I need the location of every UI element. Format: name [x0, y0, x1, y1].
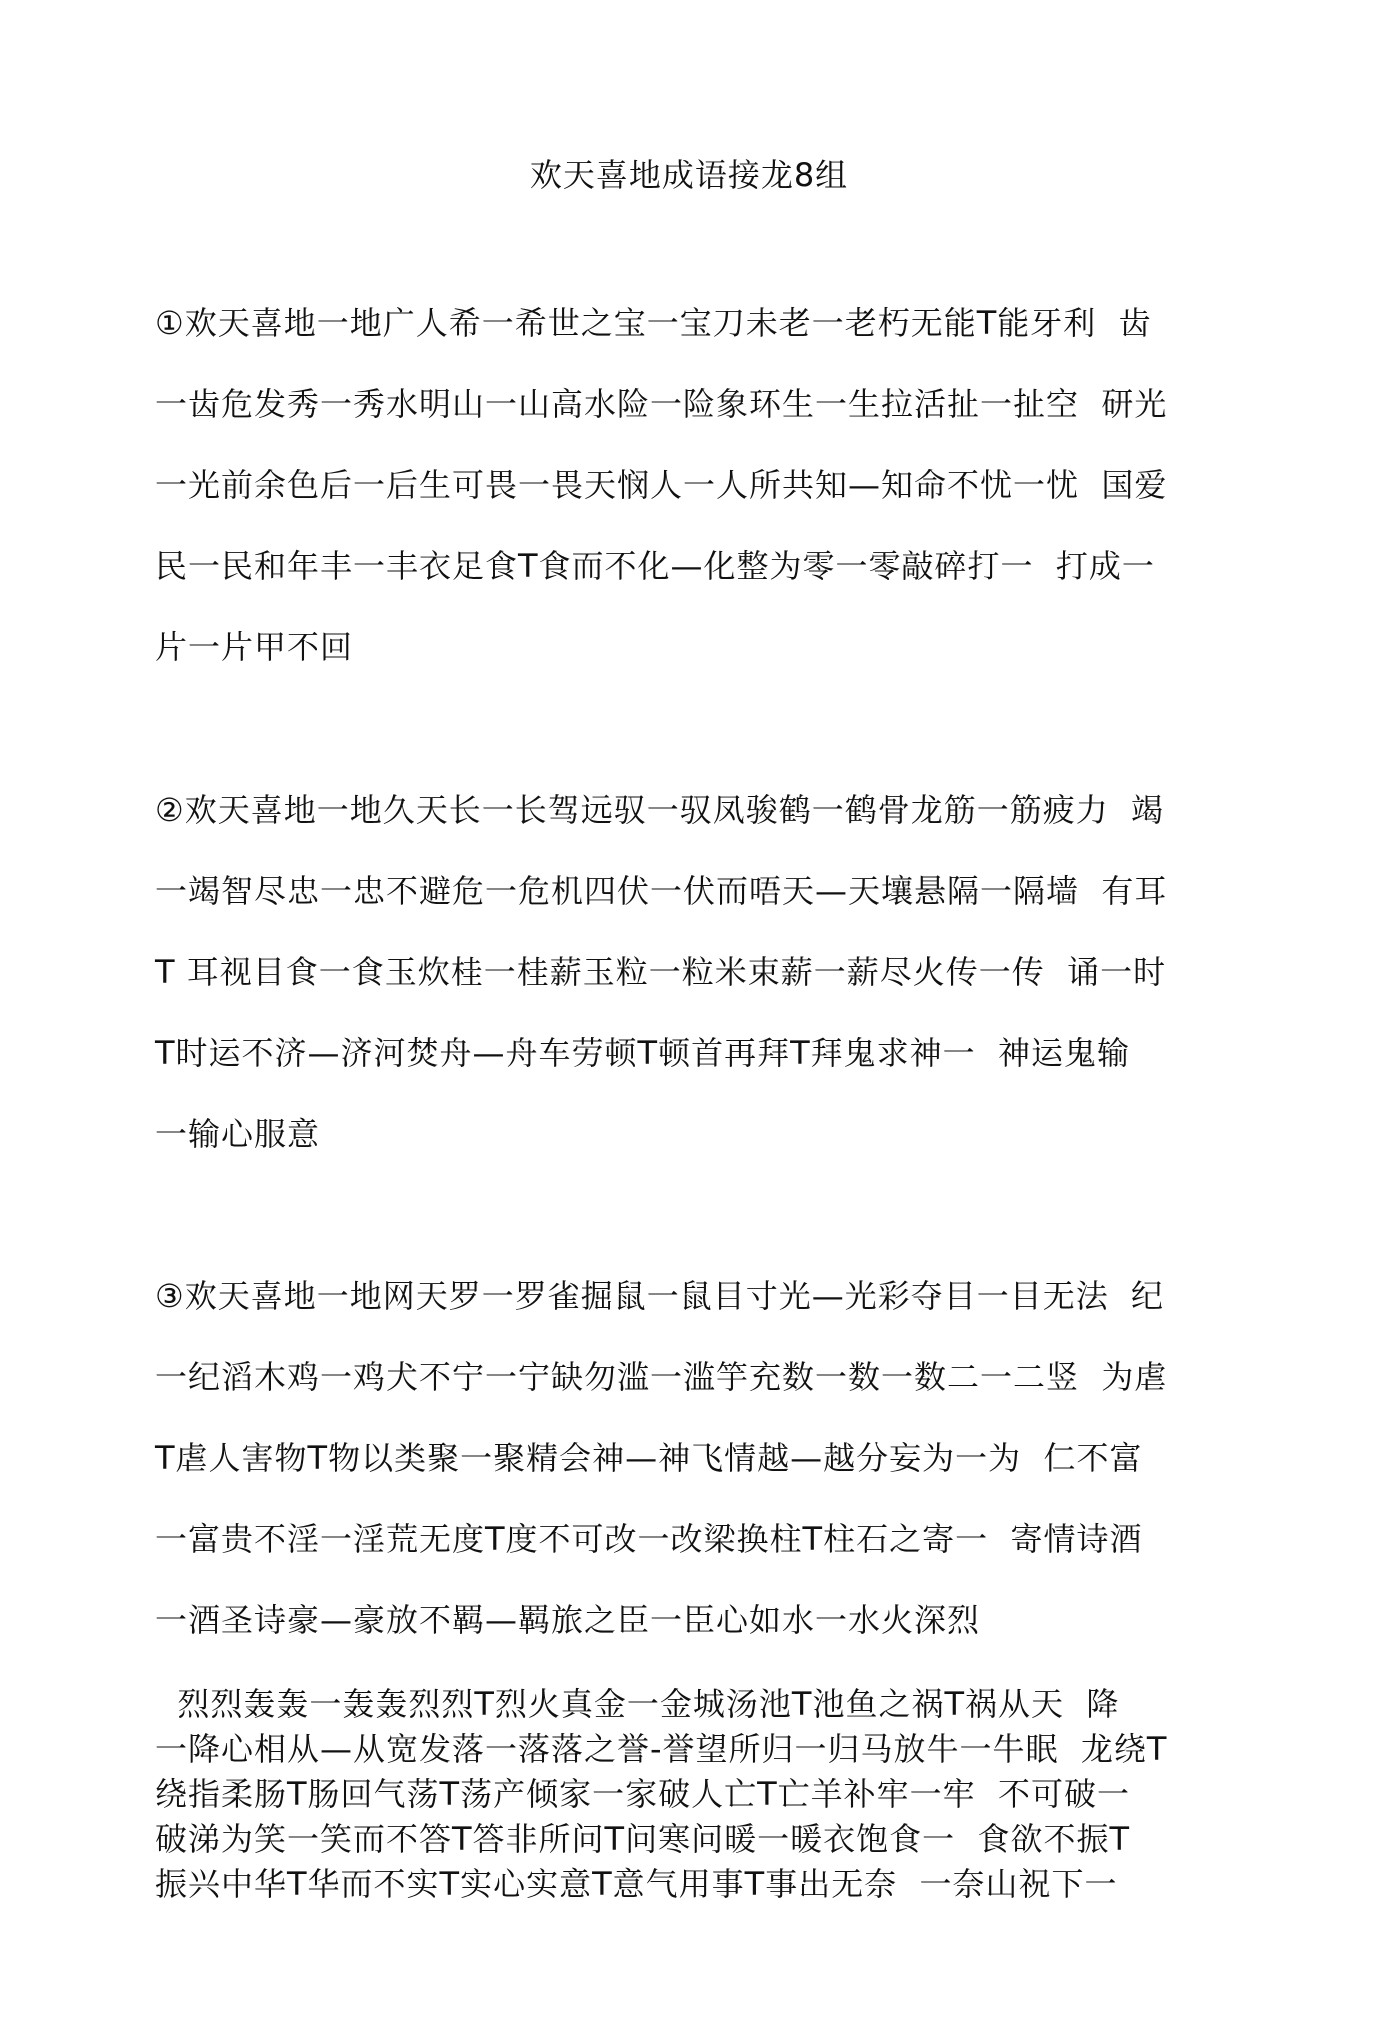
idiom-chain-paragraph-4 [155, 1682, 1235, 1907]
idiom-chain-paragraph-1 [155, 283, 1235, 688]
text-line: 振兴中华T华而不实T实心实意T意气用事T事出无奈 一奈山祝下一 [155, 1865, 1118, 1903]
text-line: ③欢天喜地一地网天罗一罗雀掘鼠一鼠目寸光—光彩夺目一目无法 纪 [155, 1277, 1165, 1315]
text-line: 一输心服意 [155, 1115, 321, 1153]
idiom-chain-paragraph-2 [155, 770, 1235, 1175]
text-line: T时运不济—济河焚舟—舟车劳顿T顿首再拜T拜鬼求神一 神运鬼输 [155, 1034, 1130, 1072]
text-line: T虐人害物T物以类聚一聚精会神—神飞情越—越分妄为一为 仁不富 [155, 1439, 1143, 1477]
document-title: 欢天喜地成语接龙8组 [529, 156, 849, 194]
text-line: 一竭智尽忠一忠不避危一危机四伏一伏而唔天—天壤悬隔一隔墙 有耳 [155, 872, 1168, 910]
text-line: 民一民和年丰一丰衣足食T食而不化—化整为零一零敲碎打一 打成一 [155, 547, 1155, 585]
text-line: T 耳视目食一食玉炊桂一桂薪玉粒一粒米束薪一薪尽火传一传 诵一时 [155, 953, 1167, 991]
text-line: 片一片甲不回 [155, 628, 354, 666]
idiom-chain-paragraph-3 [155, 1256, 1235, 1661]
text-line: 绕指柔肠T肠回气荡T荡产倾家一家破人亡T亡羊补牢一牢 不可破一 [155, 1775, 1130, 1813]
text-line: 烈烈轰轰一轰轰烈烈T烈火真金一金城汤池T池鱼之祸T祸从天 降 [155, 1685, 1120, 1723]
text-line: 一酒圣诗豪—豪放不羁—羁旅之臣一臣心如水一水火深烈 [155, 1601, 981, 1639]
text-line: 一齿危发秀一秀水明山一山高水险一险象环生一生拉活扯一扯空 研光 [155, 385, 1168, 423]
text-line: 一富贵不淫一淫荒无度T度不可改一改梁换柱T柱石之寄一 寄情诗酒 [155, 1520, 1143, 1558]
text-line: 破涕为笑一笑而不答T答非所问T问寒问暖一暖衣饱食一 食欲不振T [155, 1820, 1130, 1858]
text-line: ①欢天喜地一地广人希一希世之宝一宝刀未老一老朽无能T能牙利 齿 [155, 304, 1152, 342]
text-line: 一纪滔木鸡一鸡犬不宁一宁缺勿滥一滥竽充数一数一数二一二竖 为虐 [155, 1358, 1168, 1396]
text-line: 一光前余色后一后生可畏一畏天悯人一人所共知—知命不忧一忧 国爱 [155, 466, 1168, 504]
text-line: ②欢天喜地一地久天长一长驾远驭一驭凤骏鹤一鹤骨龙筋一筋疲力 竭 [155, 791, 1165, 829]
text-line: 一降心相从—从宽发落一落落之誉-誉望所归一归马放牛一牛眠 龙绕T [155, 1730, 1168, 1768]
